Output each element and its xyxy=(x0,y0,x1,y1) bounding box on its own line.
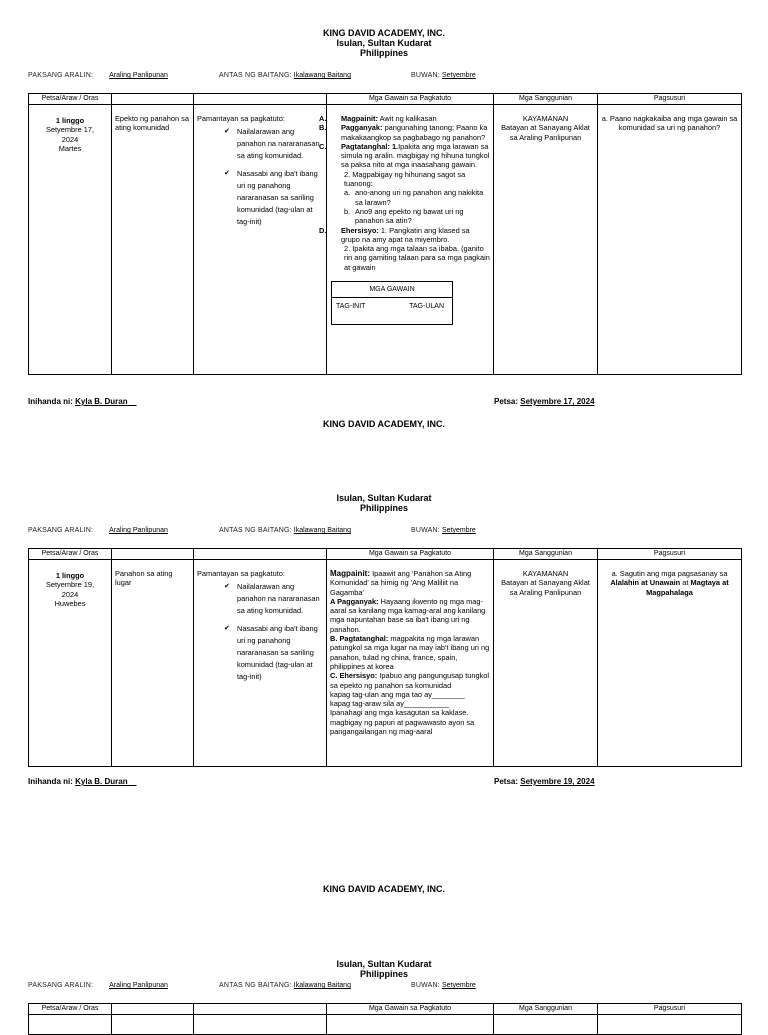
objectives-cell xyxy=(194,560,327,767)
header-blank-2 xyxy=(194,549,327,560)
checkmark-icon: ✔ xyxy=(224,625,230,633)
activity-d: C. Ehersisyo: Ipabuo ang pangungusap tungkol sa epekto ng panahon sa komunidad xyxy=(330,671,490,690)
school-country: Philippines xyxy=(359,48,408,58)
activity-d-line-3: Ipanahagi ang mga kasagutan sa kaklase. magbigay ng papuri at pagwawasto ayon sa pangangailangan ng mag-aaral xyxy=(330,708,475,737)
prepared-by-1: Inihanda ni: Kyla B. Duran xyxy=(28,397,128,406)
date-1: Petsa: Setyembre 17, 2024 xyxy=(494,397,595,406)
objectives-title: Pamantayan sa pagkatuto: xyxy=(197,569,285,578)
header-activities: Mga Gawain sa Pagkatuto xyxy=(327,549,494,560)
reference-title: KAYAMANAN xyxy=(522,569,569,578)
list-item: ✔ Nasasabi ang iba't ibang uri ng panahong nararanasan sa sariling komunidad (tag-ulan at tag-init) xyxy=(224,624,318,682)
reference-text: Batayan at Sanayang Aklat sa Araling Panlipunan xyxy=(501,123,590,142)
header-references: Mga Sanggunian xyxy=(494,549,598,560)
week-label: 1 linggo xyxy=(55,571,85,580)
header-date: Petsa/Araw / Oras xyxy=(29,549,112,560)
topic-text: Panahon sa ating lugar xyxy=(115,569,173,588)
meta-grade-label: ANTAS NG BAITANG: xyxy=(219,72,292,79)
school-name: KING DAVID ACADEMY, INC. xyxy=(322,884,445,894)
objectives-cell xyxy=(194,105,327,375)
references-cell xyxy=(494,1015,598,1035)
topic-text: Epekto ng panahon sa ating komunidad xyxy=(115,114,189,133)
preparer-name: Kyla B. Duran xyxy=(75,397,128,406)
activity-c-2: 2. Magpabigay ng hihunang sagot sa tuanong: xyxy=(344,169,466,189)
header-date: Petsa/Araw / Oras xyxy=(29,1004,112,1015)
table-header-row xyxy=(29,549,742,560)
assessment-cell xyxy=(598,1015,742,1035)
activity-d-line-1: kapag tag-ulan ang mga tao ay________ xyxy=(330,689,465,699)
checkmark-icon: ✔ xyxy=(224,583,230,591)
day-label: Huwebes xyxy=(54,598,86,608)
prepared-date: Setyembre 17, 2024 xyxy=(520,397,595,406)
table-row xyxy=(29,560,742,767)
header-assessment: Pagsusuri xyxy=(598,1004,742,1015)
activity-d-line-2: kapag tag-araw sila ay___________ xyxy=(330,699,450,709)
assessment-text: a. Paano nagkakaiba ang mga gawain sa komunidad sa uri ng panahon? xyxy=(601,114,738,133)
activity-a: Magpainit: Ipaawit ang 'Panahon sa Ating Komunidad' sa himig ng 'Ang Maliliit na Gagamba' xyxy=(330,569,472,597)
header-blank-1 xyxy=(112,549,194,560)
prepared-date: Setyembre 19, 2024 xyxy=(520,777,595,786)
meta-month-value: Setyembre xyxy=(441,72,476,79)
objectives-cell xyxy=(194,1015,327,1035)
header-activities: Mga Gawain sa Pagkatuto xyxy=(327,94,494,105)
assessment-cell xyxy=(598,105,742,375)
activity-d-2: 2. Ipakita ang mga talaan sa ibaba. (ganito rin ang gamiting talaan para sa mga pagkain at gawain xyxy=(344,244,490,272)
meta-grade: ANTAS NG BAITANG: Ikalawang Baitang xyxy=(219,982,351,989)
activities-grid xyxy=(331,281,453,325)
objectives-list xyxy=(197,126,323,228)
header-blank-1 xyxy=(112,94,194,105)
meta-month: BUWAN: Setyembre xyxy=(411,527,476,534)
meta-grade: ANTAS NG BAITANG: Ikalawang Baitang xyxy=(219,527,351,534)
meta-month: BUWAN: Setyembre xyxy=(411,982,476,989)
activities-grid-title: MGA GAWAIN xyxy=(332,282,452,298)
activity-a: A. Magpainit: Awit ng kalikasan xyxy=(319,114,437,123)
header-references: Mga Sanggunian xyxy=(494,1004,598,1015)
table-row xyxy=(29,105,742,375)
meta-month xyxy=(411,71,476,80)
list-item: ✔ Nailalarawan ang panahon na nararanasan sa ating komunidad. xyxy=(224,127,320,161)
header-activities: Mga Gawain sa Pagkatuto xyxy=(327,1004,494,1015)
activity-c: C. Pagtatanghal: 1.Ipakita ang mga larawan sa simula ng aralin. magbigay ng hihuna tungkol sa paksa nito at mga inaasahang gawain. xyxy=(319,141,490,170)
school-town: Isulan, Sultan Kudarat xyxy=(336,493,432,503)
date-cell xyxy=(29,105,112,375)
school-name: KING DAVID ACADEMY, INC. xyxy=(322,28,445,38)
lesson-plan-table-1 xyxy=(28,93,742,375)
school-country: Philippines xyxy=(359,503,408,513)
objectives-title: Pamantayan sa pagkatuto: xyxy=(197,114,285,123)
checkmark-icon: ✔ xyxy=(224,128,230,136)
checkmark-icon: ✔ xyxy=(224,170,230,178)
school-town: Isulan, Sultan Kudarat xyxy=(336,959,432,969)
list-item: ✔ Nasasabi ang iba't ibang uri ng panahong nararanasan sa sariling komunidad (tag-ulan at tag-init) xyxy=(224,169,318,227)
lesson-plan-table-2 xyxy=(28,548,742,767)
assessment-cell xyxy=(598,560,742,767)
meta-grade-value: Ikalawang Baitang xyxy=(293,72,351,79)
date-line-1: Setyembre 19, xyxy=(45,580,95,590)
header-date: Petsa/Araw / Oras xyxy=(29,94,112,105)
table-header-row xyxy=(29,94,742,105)
topic-cell xyxy=(112,1015,194,1035)
activity-c: B. Pagtatanghal: magpakita ng mga larawan patungkol sa mga lugar na may iab't ibang uri ng panahon, tulad ng china, france, spain, philippines at korea xyxy=(330,634,490,671)
meta-subject xyxy=(28,71,168,80)
activities-cell xyxy=(327,560,494,767)
activity-c-sub-a: a. ano-anong uri ng panahon ang nakikita sa larawn? xyxy=(344,188,484,207)
reference-title: KAYAMANAN xyxy=(522,114,569,123)
meta-subject-label: PAKSANG ARALIN: xyxy=(28,72,94,79)
objectives-list xyxy=(197,581,323,683)
date-line-2: 2024 xyxy=(61,134,79,144)
references-cell xyxy=(494,560,598,767)
table-header-row xyxy=(29,1004,742,1015)
activities-cell xyxy=(327,1015,494,1035)
meta-subject-value: Araling Panlipunan xyxy=(109,72,168,79)
list-item: ✔ Nailalarawan ang panahon na nararanasan sa ating komunidad. xyxy=(224,582,320,616)
date-line-1: Setyembre 17, xyxy=(45,125,95,135)
meta-grade xyxy=(219,71,351,80)
topic-cell xyxy=(112,105,194,375)
topic-cell xyxy=(112,560,194,767)
meta-month-label: BUWAN: xyxy=(411,72,440,79)
prepared-by-2: Inihanda ni: Kyla B. Duran xyxy=(28,777,128,786)
reference-text: Batayan at Sanayang Aklat sa Araling Panlipunan xyxy=(501,578,590,597)
assessment-text: a. Sagutin ang mga pagsasanay sa Alalahin at Unawain at Magtaya at Magpahalaga xyxy=(610,569,729,597)
week-label: 1 linggo xyxy=(55,116,85,125)
column-tag-init: TAG-INIT xyxy=(336,303,366,311)
date-line-2: 2024 xyxy=(61,589,79,599)
header-assessment: Pagsusuri xyxy=(598,94,742,105)
activity-b: B. Pagganyak: pangunahing tanong; Paano ka makakaangkop sa pagbabago ng panahon? xyxy=(319,123,488,142)
preparer-name: Kyla B. Duran xyxy=(75,777,128,786)
school-town: Isulan, Sultan Kudarat xyxy=(336,38,432,48)
meta-subject: PAKSANG ARALIN: Araling Panlipunan xyxy=(28,982,168,989)
activity-b: A Pagganyak: Hayaang ikwento ng mga mag-aaral sa kanilang mga kamag-aral ang kanilang mga napuntahan base sa iba't ibang uri ng panahon. xyxy=(330,596,486,634)
lesson-plan-table-3 xyxy=(28,1003,742,1035)
activities-cell xyxy=(319,105,494,375)
header-blank-2 xyxy=(194,1004,327,1015)
table-row xyxy=(29,1015,742,1035)
header-references: Mga Sanggunian xyxy=(494,94,598,105)
date-cell xyxy=(29,1015,112,1035)
school-country: Philippines xyxy=(359,969,408,979)
meta-subject: PAKSANG ARALIN: Araling Panlipunan xyxy=(28,527,168,534)
column-tag-ulan: TAG-ULAN xyxy=(409,303,444,311)
activity-c-sub-b: b. Ano9 ang epekto ng bawat uri ng panahon sa atin? xyxy=(344,206,464,226)
day-label: Martes xyxy=(58,143,82,153)
header-blank-2 xyxy=(194,94,327,105)
header-blank-1 xyxy=(112,1004,194,1015)
school-name: KING DAVID ACADEMY, INC. xyxy=(322,419,445,429)
references-cell xyxy=(494,105,598,375)
activity-d: D. Ehersisyo: 1. Pangkatin ang klased sa grupo na amy apat na miyembro. xyxy=(319,225,470,244)
header-assessment: Pagsusuri xyxy=(598,549,742,560)
date-2: Petsa: Setyembre 19, 2024 xyxy=(494,777,595,786)
date-cell xyxy=(29,560,112,767)
